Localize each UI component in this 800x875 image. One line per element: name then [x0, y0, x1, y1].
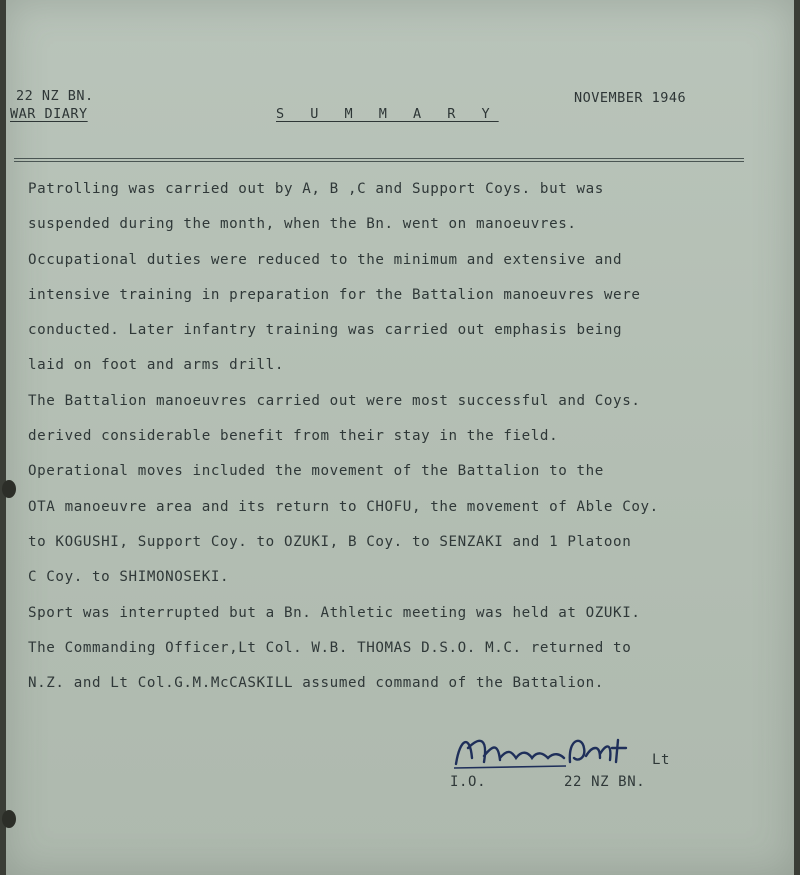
body-line: intensive training in preparation for the Battalion manoeuvres were — [28, 286, 641, 303]
body-line: C Coy. to SHIMONOSEKI. — [28, 569, 230, 586]
body-line: Sport was interrupted but a Bn. Athletic meeting was held at OZUKI. — [28, 604, 641, 621]
body-line: Operational moves included the movement of the Battalion to the — [28, 463, 604, 480]
signature-rank: Lt — [652, 752, 671, 768]
body-line: OTA manoeuvre area and its return to CHOFU, the movement of Able Coy. — [28, 498, 659, 515]
handwritten-signature — [450, 728, 640, 772]
page-title: S U M M A R Y — [276, 106, 499, 122]
war-diary-label: WAR DIARY — [10, 106, 88, 122]
summary-body — [28, 172, 788, 701]
body-line: to KOGUSHI, Support Coy. to OZUKI, B Coy. to SENZAKI and 1 Platoon — [28, 533, 632, 550]
body-line: laid on foot and arms drill. — [28, 357, 284, 374]
diary-date: NOVEMBER 1946 — [574, 90, 687, 106]
header-rule — [14, 161, 744, 162]
body-line: suspended during the month, when the Bn. went on manoeuvres. — [28, 216, 577, 233]
body-line: The Battalion manoeuvres carried out were most successful and Coys. — [28, 392, 641, 409]
document-page — [6, 0, 794, 875]
body-line: N.Z. and Lt Col.G.M.McCASKILL assumed command of the Battalion. — [28, 675, 604, 692]
binder-hole — [2, 480, 16, 498]
body-line: Patrolling was carried out by A, B ,C and Support Coys. but was — [28, 181, 604, 197]
body-line: The Commanding Officer,Lt Col. W.B. THOMAS D.S.O. M.C. returned to — [28, 639, 632, 656]
body-line: derived considerable benefit from their stay in the field. — [28, 428, 559, 445]
signature-title: I.O. — [450, 774, 487, 790]
body-line: Occupational duties were reduced to the minimum and extensive and — [28, 251, 623, 268]
binder-hole — [2, 810, 16, 828]
header-rule — [14, 158, 744, 159]
body-line: conducted. Later infantry training was carried out emphasis being — [28, 322, 623, 339]
signature-unit: 22 NZ BN. — [564, 774, 646, 790]
unit-label: 22 NZ BN. — [16, 88, 94, 104]
